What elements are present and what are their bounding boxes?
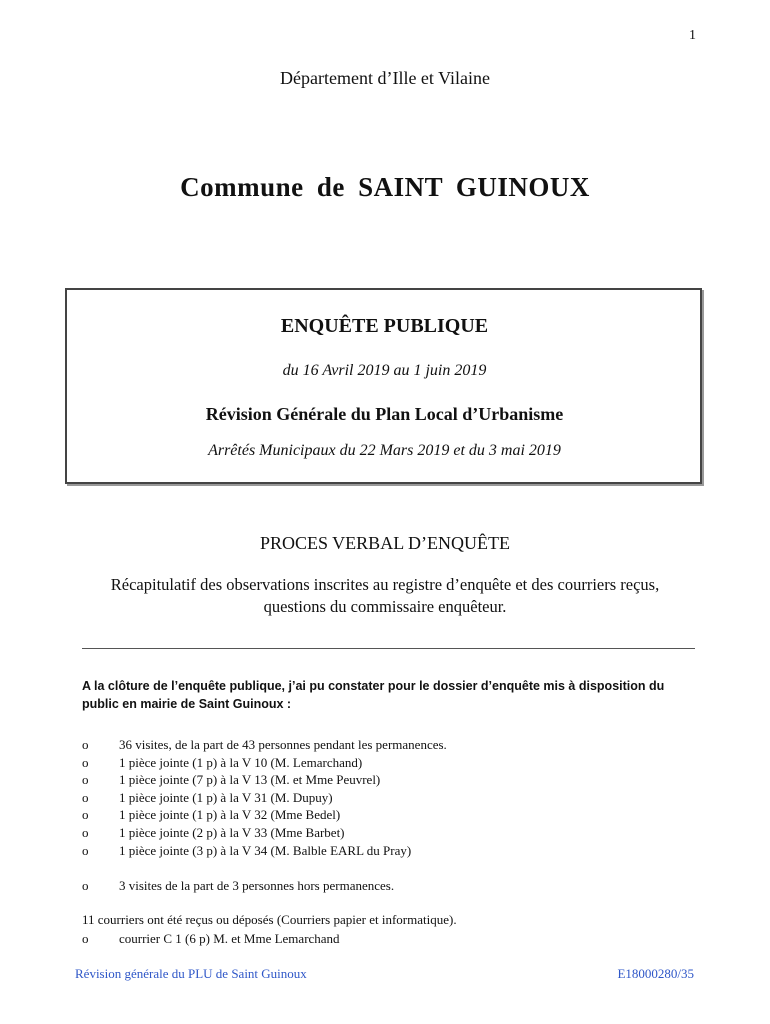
commune-title: Commune de SAINT GUINOUX <box>180 172 590 202</box>
intro-paragraph <box>82 677 702 713</box>
bullet-icon: o <box>82 878 89 893</box>
list-item-text: 36 visites, de la part de 43 personnes pendant les permanences. <box>119 737 447 752</box>
couriers-intro: 11 courriers ont été reçus ou déposés (Courriers papier et informatique). <box>82 912 457 927</box>
pv-title: PROCES VERBAL D’ENQUÊTE <box>259 533 510 553</box>
permanences-list <box>82 736 702 859</box>
hors-permanences-list <box>82 877 702 895</box>
list-item-text: 1 pièce jointe (1 p) à la V 31 (M. Dupuy) <box>119 789 333 805</box>
separator-line <box>82 648 695 649</box>
bullet-icon: o <box>82 754 89 770</box>
recap-line-1: Récapitulatif des observations inscrites au registre d’enquête et des courriers reçus, <box>110 575 660 594</box>
list-item-text: 1 pièce jointe (3 p) à la V 34 (M. Balble EARL du Pray) <box>119 842 412 858</box>
list-item-text: 1 pièce jointe (7 p) à la V 13 (M. et Mme Peuvrel) <box>119 772 381 788</box>
department-heading: Département d’Ille et Vilaine <box>280 68 490 88</box>
list-item-text: courrier C 1 (6 p) M. et Mme Lemarchand <box>119 931 340 946</box>
bullet-icon: o <box>82 931 89 946</box>
bullet-icon: o <box>82 737 89 752</box>
intro-line-2: public en mairie de Saint Guinoux : <box>82 697 292 711</box>
list-item <box>82 736 702 754</box>
list-item <box>82 806 702 824</box>
recap-paragraph <box>60 574 710 618</box>
list-item <box>82 824 702 842</box>
list-item-text: 1 pièce jointe (1 p) à la V 32 (Mme Bedel) <box>119 807 341 823</box>
list-item <box>82 754 702 772</box>
arretes-line: Arrêtés Municipaux du 22 Mars 2019 et du 3 mai 2019 <box>208 442 561 459</box>
revision-title: Révision Générale du Plan Local d’Urbanisme <box>205 404 564 424</box>
bullet-icon: o <box>82 772 89 788</box>
list-item <box>82 930 702 948</box>
bullet-icon: o <box>82 842 89 858</box>
list-item <box>82 789 702 807</box>
bullet-icon: o <box>82 807 89 823</box>
footer-left: Révision générale du PLU de Saint Guinoux <box>75 966 307 981</box>
list-item-text: 1 pièce jointe (2 p) à la V 33 (Mme Barbet) <box>119 824 345 840</box>
list-item <box>82 771 702 789</box>
list-item <box>82 842 702 860</box>
couriers-list <box>82 930 702 948</box>
enquete-title: ENQUÊTE PUBLIQUE <box>280 315 489 337</box>
page-number: 1 <box>689 28 696 43</box>
recap-line-2: questions du commissaire enquêteur. <box>263 597 507 616</box>
footer-right: E18000280/35 <box>617 966 694 981</box>
bullet-icon: o <box>82 789 89 805</box>
list-item <box>82 877 702 895</box>
list-item-text: 1 pièce jointe (1 p) à la V 10 (M. Lemarchand) <box>119 754 363 770</box>
bullet-icon: o <box>82 824 89 840</box>
intro-line-1: A la clôture de l’enquête publique, j’ai pu constater pour le dossier d’enquête mis à disposition du <box>82 679 665 693</box>
enquete-dates: du 16 Avril 2019 au 1 juin 2019 <box>282 362 487 379</box>
list-item-text: 3 visites de la part de 3 personnes hors permanences. <box>119 878 395 893</box>
